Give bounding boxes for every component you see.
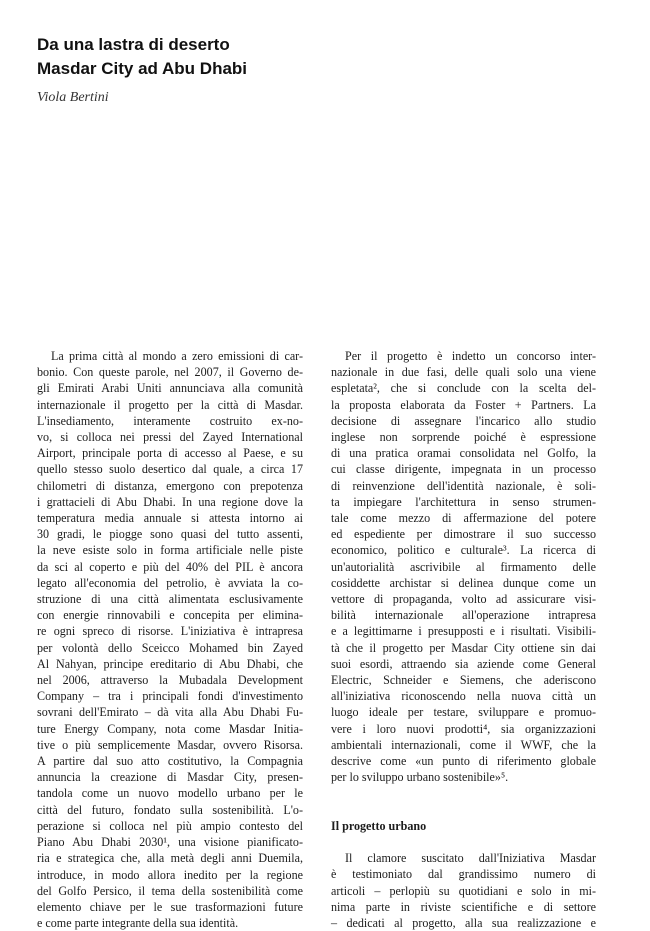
text-line: e come parte integrante della sua identità. [37, 916, 239, 931]
text-line: la proposta elaborata da Foster + Partners. La [331, 397, 596, 412]
text-line: Airport, principale porta di accesso al Paese, e su [37, 446, 303, 461]
text-line: legato all'economia del petrolio, è avviata la co- [37, 575, 303, 590]
spacer [331, 834, 596, 850]
text-line: Al Nahyan, principe ereditario di Abu Dhabi, che [37, 656, 303, 671]
text-line: vettore di propaganda, volto ad assicurare visi- [331, 592, 596, 607]
author-name: Viola Bertini [37, 90, 109, 105]
text-line: un'autorialità ascrivibile al firmamento delle [331, 559, 596, 574]
section-heading: Il progetto urbano [331, 818, 427, 833]
text-line: Company – tra i principali fondi d'investimento [37, 689, 303, 704]
text-line: tà che il progetto per Masdar City ottiene sin dai [331, 640, 596, 655]
text-line: annuncia la creazione di Masdar City, presen- [37, 770, 303, 785]
text-line: temperatura media annuale si attesta intorno ai [37, 511, 303, 526]
text-line: economico, politico e culturale³. La ricerca di [331, 543, 596, 558]
text-line: tale come mezzo di affermazione del potere [331, 511, 596, 526]
text-line: ta impiegare l'architettura in senso strumen- [331, 494, 596, 509]
text-line: L'insediamento, interamente costruito ex-no- [37, 413, 303, 428]
text-line: sovrani dell'Emirato – dà vita alla Abu Dhabi Fu- [37, 705, 303, 720]
text-line: struzione di una città alimentata esclusivamente [37, 592, 303, 607]
text-line: perazione si colloca nel più ampio contesto del [37, 818, 303, 833]
text-line: del Golfo Persico, il tema della sostenibilità come [37, 883, 303, 898]
text-line: vo, si colloca nei pressi del Zayed International [37, 430, 303, 445]
text-line: ria e strategica che, alla metà degli anni Duemila, [37, 851, 303, 866]
text-line: bonio. Con queste parole, nel 2007, il Governo de- [37, 365, 303, 380]
text-line: inglese non sorprende poiché è espressione [331, 430, 596, 445]
text-line: ed espediente per dimostrare il suo successo [331, 527, 596, 542]
text-line: suoi esordi, attraendo sia aziende come General [331, 656, 596, 671]
right-column [331, 348, 596, 931]
text-line: di reinvenzione dell'identità nazionale, è soli- [331, 478, 596, 493]
spacer [331, 785, 596, 801]
text-line: introduce, in modo allora inedito per la regione [37, 867, 303, 882]
text-line: nima parte in riviste scientifiche e di settore [331, 899, 596, 914]
text-line: bilità internazionale all'operazione intrapresa [331, 608, 596, 623]
text-line: – dedicati al progetto, alla sua realizzazione e [331, 916, 596, 931]
text-line: decisione di assegnare l'incarico allo studio [331, 413, 596, 428]
text-line: descrive come «un punto di riferimento globale [331, 754, 596, 769]
text-line: ambientali internazionali, come il WWF, che la [331, 737, 596, 752]
article-title [37, 33, 247, 81]
text-line: di una pratica oramai consolidata nel Golfo, la [331, 446, 596, 461]
text-line: tandola come un nuovo modello urbano per le [37, 786, 303, 801]
text-line: è testimoniato dal grandissimo numero di [331, 867, 596, 882]
text-line: per lo sviluppo urbano sostenibile»⁵. [331, 770, 509, 785]
text-line: con energie rinnovabili e concepita per elimina- [37, 608, 303, 623]
text-line: vere i loro nuovi prodotti⁴, sia organizzazioni [331, 721, 596, 736]
text-line: re ogni spreco di risorse. L'iniziativa è intrapresa [37, 624, 303, 639]
text-line: Il clamore suscitato dall'Iniziativa Masdar [345, 851, 596, 866]
text-line: all'iniziativa riconoscendo nella nuova città un [331, 689, 596, 704]
title-line: Masdar City ad Abu Dhabi [37, 59, 248, 78]
text-line: Piano Abu Dhabi 2030¹, una visione pianificato- [37, 835, 303, 850]
text-line: per volontà dello Sceicco Mohamed bin Zayed [37, 640, 303, 655]
spacer [331, 802, 596, 818]
text-line: espletata², che si conclude con la scelta del- [331, 381, 596, 396]
text-line: i grattacieli di Abu Dhabi. In una regione dove la [37, 494, 303, 509]
text-line: Electric, Schneider e Siemens, che aderiscono [331, 673, 596, 688]
text-line: e a legittimarne i presupposti e i risultati. Visibili- [331, 624, 596, 639]
text-line: città del futuro, fondato sulla sostenibilità. L'o- [37, 802, 303, 817]
text-line: nel 2006, attraverso la Mubadala Development [37, 673, 303, 688]
text-line: articoli – perlopiù su quotidiani e solo in mi- [331, 883, 596, 898]
text-line: la neve esiste solo in forma artificiale nelle piste [37, 543, 303, 558]
left-column [37, 348, 303, 931]
text-line: tive o più semplicemente Masdar, ovvero Risorsa. [37, 737, 303, 752]
text-line: ture Energy Company, nota come Masdar Initia- [37, 721, 303, 736]
text-line: elemento chiave per le sue trasformazioni future [37, 899, 303, 914]
text-line: da sci al coperto e più del 40% del PIL è ancora [37, 559, 303, 574]
text-line: cui classe dirigente, impegnata in un processo [331, 462, 596, 477]
text-line: Per il progetto è indetto un concorso inter- [345, 349, 596, 363]
text-line: 30 gradi, le piogge sono quasi del tutto assenti, [37, 527, 303, 542]
text-line: internazionale il progetto per la città di Masdar. [37, 397, 303, 412]
text-line: A partire dal suo atto costitutivo, la Compagnia [37, 754, 303, 769]
title-line: Da una lastra di deserto [37, 35, 230, 54]
text-line: La prima città al mondo a zero emissioni di car- [51, 349, 303, 363]
text-line: nazionale in due fasi, delle quali solo una viene [331, 365, 596, 380]
text-line: luogo ideale per testare, sviluppare e promuo- [331, 705, 596, 720]
text-line: cosiddette archistar si delinea dunque come un [331, 575, 596, 590]
text-line: quello stesso suolo desertico dal quale, a circa 17 [37, 462, 303, 477]
text-line: chilometri di distanza, emergono con prepotenza [37, 478, 303, 493]
text-line: gli Emirati Arabi Uniti annunciava alla comunità [37, 381, 303, 396]
